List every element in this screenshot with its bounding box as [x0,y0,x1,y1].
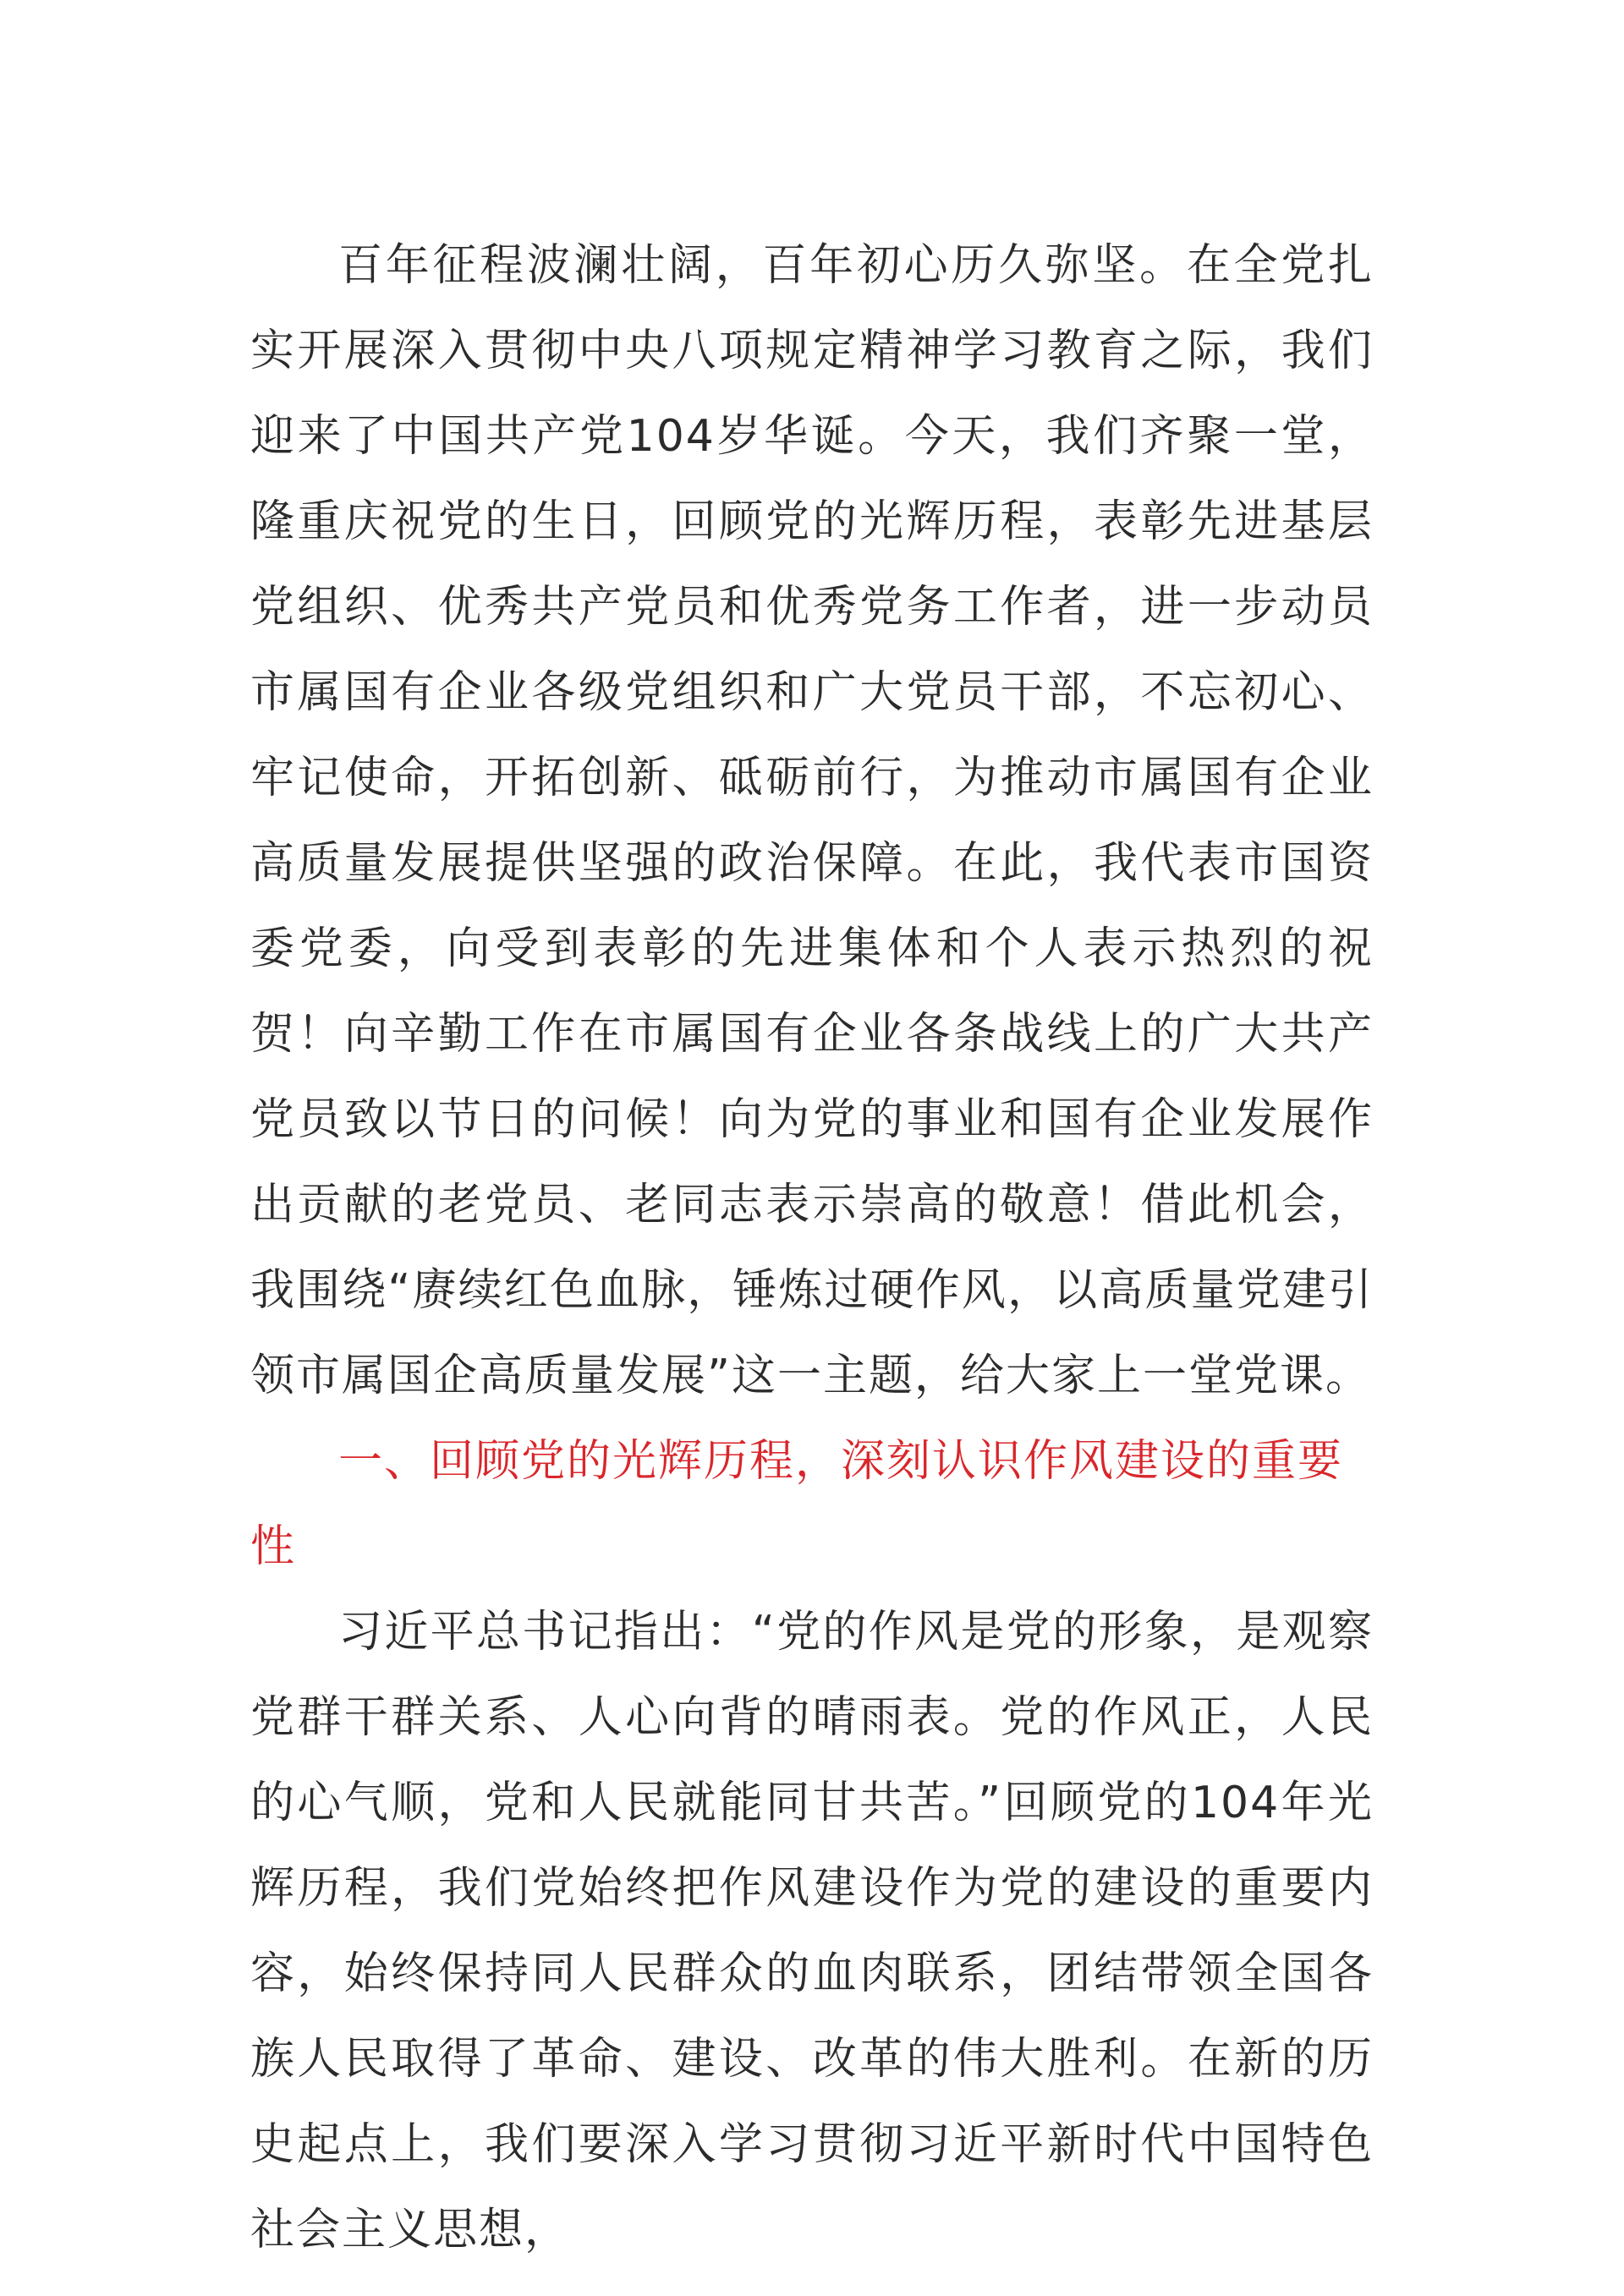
body-paragraph-intro: 百年征程波澜壮阔，百年初心历久弥坚。在全党扎实开展深入贯彻中央八项规定精神学习教育之际，我们迎来了中国共产党104岁华诞。今天，我们齐聚一堂，隆重庆祝党的生日，回顾党的光辉历程，表彰先进基层党组织、优秀共产党员和优秀党务工作者，进一步动员市属国有企业各级党组织和广大党员干部，不忘初心、牢记使命，开拓创新、砥砺前行，为推动市属国有企业高质量发展提供坚强的政治保障。在此，我代表市国资委党委，向受到表彰的先进集体和个人表示热烈的祝贺！向辛勤工作在市属国有企业各条战线上的广大共产党员致以节日的问候！向为党的事业和国有企业发展作出贡献的老党员、老同志表示崇高的敬意！借此机会，我围绕“赓续红色血脉，锤炼过硬作风，以高质量党建引领市属国企高质量发展”这一主题，给大家上一堂党课。 [250,240,1374,1401]
body-paragraph-section-1: 习近平总书记指出：“党的作风是党的形象，是观察党群干群关系、人心向背的晴雨表。党的作风正，人民的心气顺，党和人民就能同甘共苦。”回顾党的104年光辉历程，我们党始终把作风建设作为党的建设的重要内容，始终保持同人民群众的血肉联系，团结带领全国各族人民取得了革命、建设、改革的伟大胜利。在新的历史起点上，我们要深入学习贯彻习近平新时代中国特色社会主义思想， [250,1607,1374,2255]
document-body [250,223,1374,2273]
section-heading: 一、回顾党的光辉历程，深刻认识作风建设的重要性 [250,1436,1344,1572]
